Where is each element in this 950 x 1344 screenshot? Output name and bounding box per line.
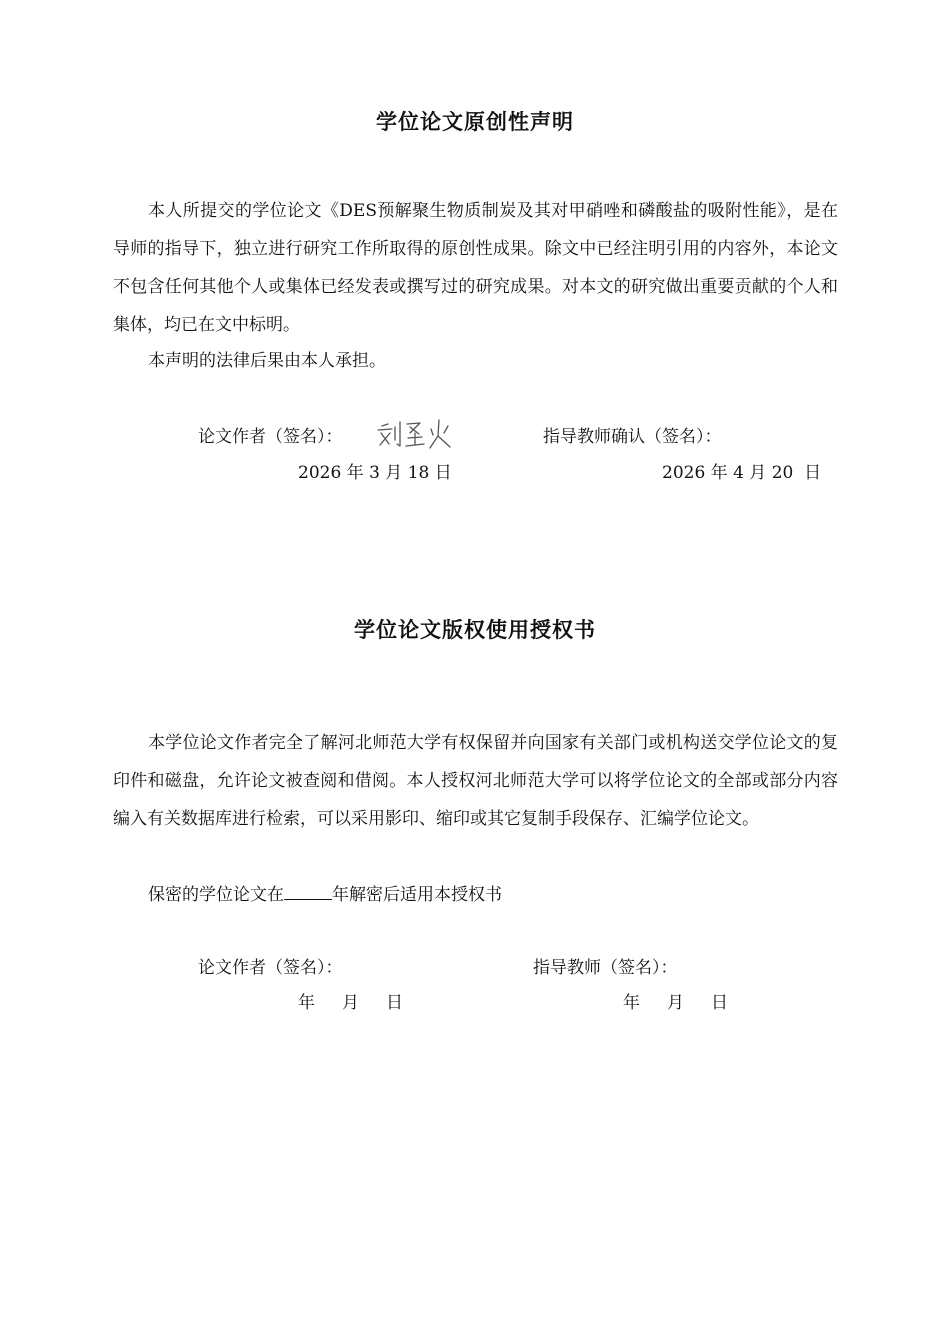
- secrecy-years-blank[interactable]: [284, 885, 332, 900]
- author-handwritten-signature: [374, 414, 460, 454]
- declaration-title: 学位论文原创性声明: [376, 110, 574, 134]
- authorization-author-label: 论文作者（签名）：: [198, 958, 343, 978]
- authorization-author-date: 年 月 日: [298, 993, 404, 1013]
- declaration-advisor-date: 2026 年 4 月 20 日: [662, 463, 822, 483]
- authorization-advisor-date: 年 月 日: [623, 993, 729, 1013]
- declaration-body: 本人所提交的学位论文《DES预解聚生物质制炭及其对甲硝唑和磷酸盐的吸附性能》，是在导师的指导下，独立进行研究工作所取得的原创性成果。除文中已经注明引用的内容外，本论文不包含任何其他个人或集体已经发表或撰写过的研究成果。对本文的研究做出重要贡献的个人和集体，均已在文中标明。: [113, 201, 838, 335]
- declaration-author-label: 论文作者（签名）：: [198, 427, 343, 447]
- declaration-advisor-label: 指导教师确认（签名）：: [543, 427, 722, 447]
- secrecy-prefix: 保密的学位论文在: [148, 885, 284, 905]
- declaration-legal-note: 本声明的法律后果由本人承担。: [148, 351, 386, 371]
- authorization-body: 本学位论文作者完全了解河北师范大学有权保留并向国家有关部门或机构送交学位论文的复印件和磁盘，允许论文被查阅和借阅。本人授权河北师范大学可以将学位论文的全部或部分内容编入有关数据库进行检索，可以采用影印、缩印或其它复制手段保存、汇编学位论文。: [113, 733, 838, 829]
- authorization-title: 学位论文版权使用授权书: [354, 618, 596, 642]
- authorization-advisor-label: 指导教师（签名）：: [533, 958, 678, 978]
- secrecy-statement: [148, 880, 502, 905]
- secrecy-suffix: 年解密后适用本授权书: [332, 885, 502, 905]
- declaration-author-date: 2026 年 3 月 18 日: [298, 463, 452, 483]
